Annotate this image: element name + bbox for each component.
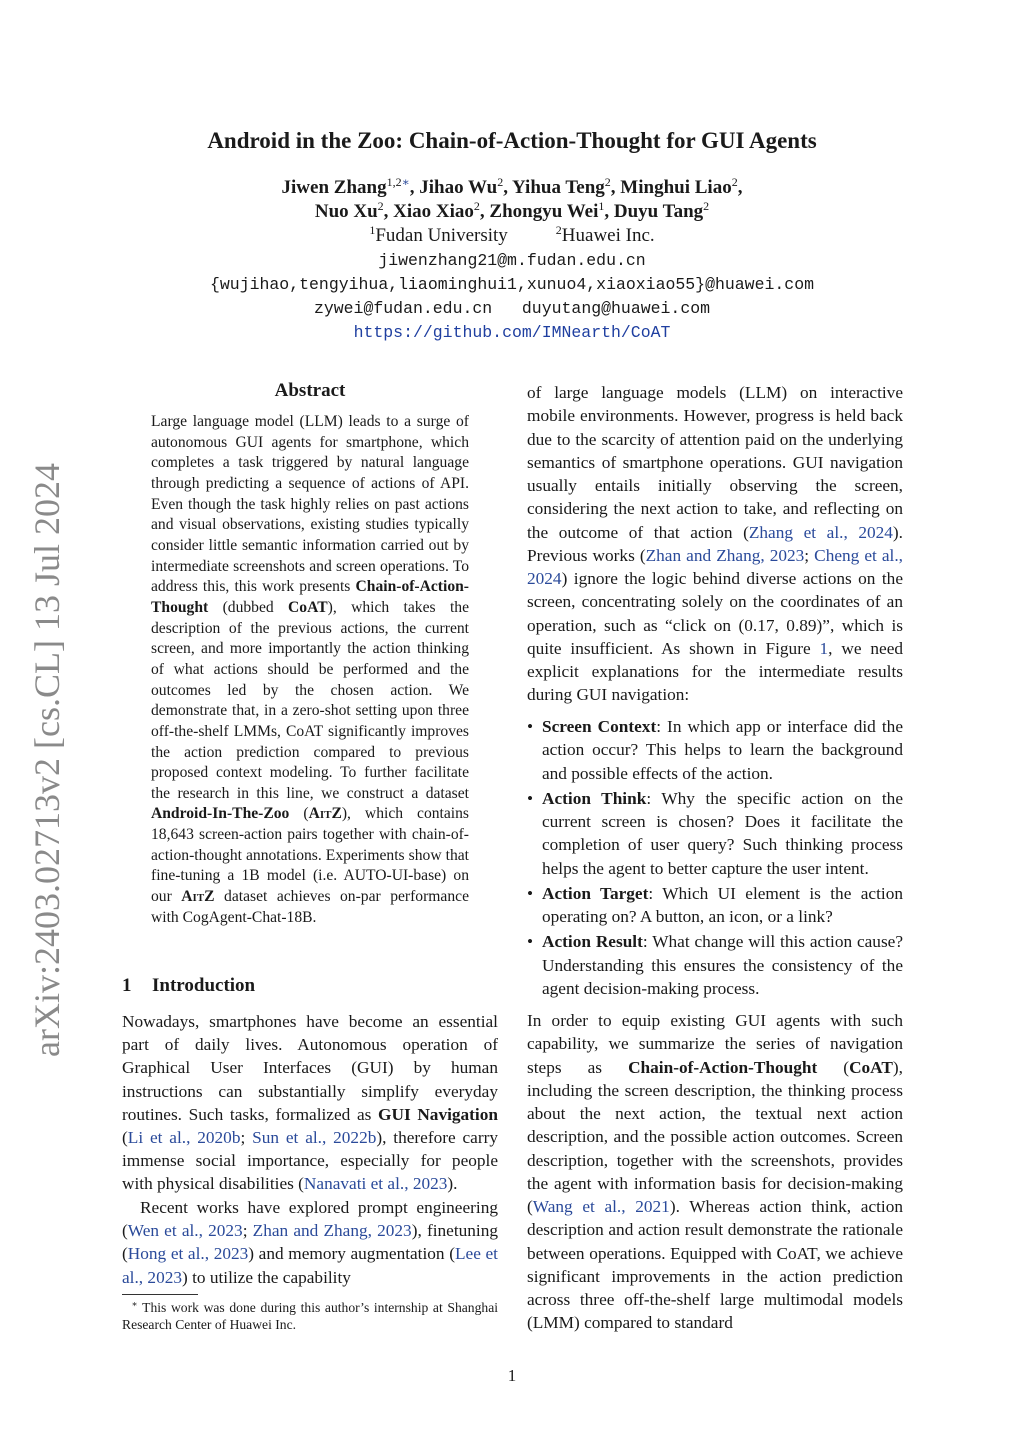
citation[interactable]: Lee et al., 2023 [122,1244,498,1287]
author-name: Jiwen Zhang [281,177,387,198]
intro-paragraph-2: Recent works have explored prompt engineering (Wen et al., 2023; Zhan and Zhang, 2023), finetuning (Hong et al., 2023) and memory augmentation (Lee et al., 2023) to utilize the capability [122,1198,498,1287]
citation[interactable]: Cheng et al., 2024 [527,545,904,588]
author-affil-sup: 1,2 [386,175,402,189]
abstract-body: Large language model (LLM) leads to a surge of autonomous GUI agents for smartphone, which completes a task triggered by natural language through predicting a sequence of actions of API. Even though the task highly relies on past actions and visual observations, existing studies typically consider little semantic information carried out by intermediate screenshots and screen operations. To address this, this work presents Chain-of-Action-Thought (dubbed CoAT), which takes the description of the previous actions, the current screen, and more importantly the action thinking of what actions should be performed and the outcomes led by the chosen action. We demonstrate that, in a zero-shot setting upon three off-the-shelf LMMs, CoAT significantly improves the action prediction compared to previous proposed context modeling. To further facilitate the research in this line, we construct a dataset Android-In-The-Zoo (AitZ), which contains 18,643 screen-action pairs together with chain-of-action-thought annotations. Experiments show that fine-tuning a 1B model (i.e. AUTO-UI-base) on our AitZ dataset achieves on-par performance with CogAgent-Chat-18B. [151,413,470,926]
explanation-list [527,715,903,1002]
email-line-3: zywei@fudan.edu.cn duyutang@huawei.com [313,299,711,318]
author-name: Yihua Teng [512,177,605,198]
affiliation-fudan: Fudan University [375,225,508,246]
list-item: • Action Target: Which UI element is the action operating on? A button, an icon, or a link? [527,883,903,926]
author-name: Duyu Tang [613,201,704,222]
affiliations: $^1$Fudan University $^2$Huawei Inc. [369,223,655,246]
citation[interactable]: Wen et al., 2023 [127,1221,243,1241]
section-heading: 1 Introduction [122,975,256,996]
citation[interactable]: Zhan and Zhang, 2023 [252,1221,412,1241]
author-name: Nuo Xu [314,201,378,222]
author-name: Minghui Liao [620,177,732,198]
citation[interactable]: Zhang et al., 2024 [748,522,893,542]
citation[interactable]: Nanavati et al., 2023 [303,1174,448,1194]
footnote: ∗ This work was done during this author’s internship at Shanghai Research Center of Huawei Inc. [122,1299,498,1332]
corresponding-mark: ∗ [401,175,410,189]
paper-title: Android in the Zoo: Chain-of-Action-Thought for GUI Agents [207,128,817,153]
citation[interactable]: Sun et al., 2022b [252,1128,377,1148]
author-name: Zhongyu Wei [489,201,599,222]
citation[interactable]: Zhan and Zhang, 2023 [645,545,805,565]
repo-link[interactable]: https://github.com/IMNearth/CoAT [353,323,671,342]
author-line-2: Nuo Xu$^2$, Xiao Xiao$^2$, Zhongyu Wei$^1$, Duyu Tang$^2$ [314,199,710,222]
affiliation-huawei: Huawei Inc. [561,225,655,246]
repo-line [0,321,1024,345]
figure-reference[interactable]: 1 [819,638,829,658]
intro-right-paragraph-1: of large language models (LLM) on interactive mobile environments. However, progress is held back due to the scarcity of attention paid on the underlying semantics of smartphone operations. GUI navigation usually entails initially observing the screen, considering the next action to take, and reflecting on the outcome of that action (Zhang et al., 2024). Previous works (Zhan and Zhang, 2023; Cheng et al., 2024) ignore the logic behind diverse actions on the screen, concentrating solely on the coordinates of an operation, such as “click on (0.17, 0.89)”, which is quite insufficient. As shown in Figure 1, we need explicit explanations for the intermediate results during GUI navigation: [527,383,904,705]
list-item: • Action Result: What change will this action cause? Understanding this ensures the consistency of the agent decision-making process. [527,932,904,998]
citation[interactable]: Li et al., 2020b [127,1128,241,1148]
citation[interactable]: Hong et al., 2023 [127,1244,249,1264]
arxiv-side-stamp: arXiv:2403.02713v2 [cs.CL] 13 Jul 2024 [27,463,67,1057]
intro-paragraph-1: Nowadays, smartphones have become an essential part of daily lives. Autonomous operation of Graphical User Interfaces (GUI) by human instructions can substantially simplify everyday routines. Such tasks, formalized as GUI Navigation (Li et al., 2020b; Sun et al., 2022b), therefore carry immense social importance, especially for people with physical disabilities (Nanavati et al., 2023). [122,1012,498,1194]
abstract-heading: Abstract [274,380,346,401]
citation[interactable]: Wang et al., 2021 [532,1197,670,1216]
email-line-1: jiwenzhang21@m.fudan.edu.cn [378,251,646,270]
list-item: • Screen Context: In which app or interface did the action occur? This helps to learn the background and possible effects of the action. [527,717,903,783]
author-name: Jihao Wu [419,177,498,198]
page-number: 1 [507,1366,517,1385]
list-item: • Action Think: Why the specific action on the current screen is chosen? Does it facilitate the completion of user query? Such thinking process helps the agent to better capture the user intent. [527,788,903,878]
intro-right-paragraph-2: In order to equip existing GUI agents with such capability, we summarize the series of navigation steps as Chain-of-Action-Thought (CoAT), including the screen description, the thinking process about the next action, the textual next action description, and the possible action outcomes. Screen description, together with the screenshots, provides the agent with information basis for decision-making (Wang et al., 2021). Whereas action think, action description and action result demonstrate the rationale between operations. Equipped with CoAT, we achieve significant improvements in the action prediction across three off-the-shelf large multimodal models (LMM) compared to standard [527,1011,903,1333]
author-line-1: Jiwen Zhang$^{1,2∗}$, Jihao Wu$^2$, Yihua Teng$^2$, Minghui Liao$^2$, [281,175,743,198]
email-line-2: {wujihao,tengyihua,liaominghui1,xunuo4,xiaoxiao55}@huawei.com [210,275,814,294]
footnote-rule [122,1294,198,1295]
author-name: Xiao Xiao [393,201,474,222]
